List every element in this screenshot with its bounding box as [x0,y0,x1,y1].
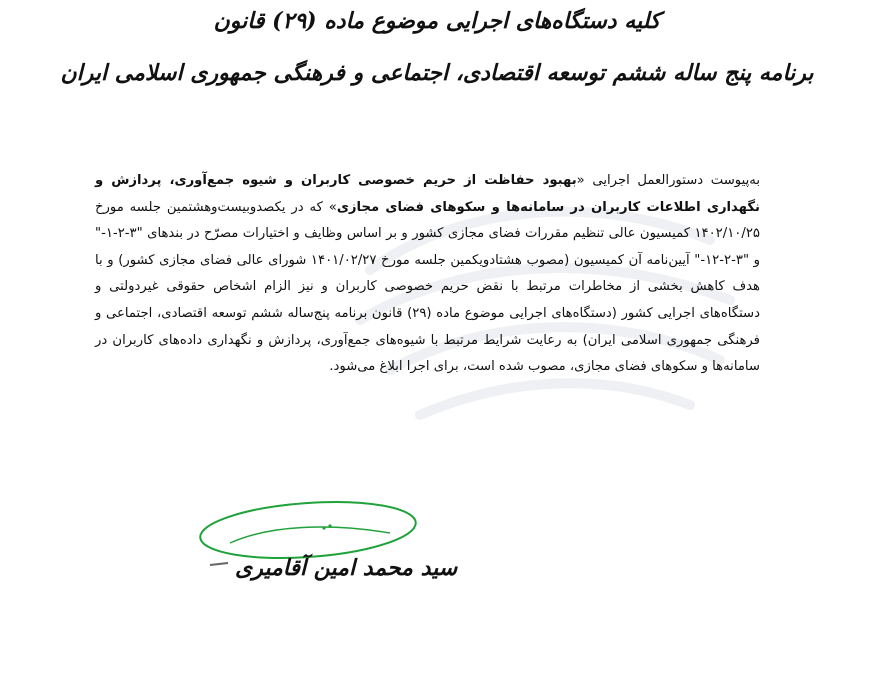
header-recipient: کلیه دستگاه‌های اجرایی موضوع ماده (۲۹) قانون [213,8,661,34]
signatory-name: سید محمد امین آقامیری [235,555,458,581]
body-intro: به‌پیوست دستورالعمل اجرایی « [576,173,760,188]
header-program-title: برنامه پنج ساله ششم توسعه اقتصادی، اجتماعی و فرهنگی جمهوری اسلامی ایران [60,60,814,86]
body-main: » که در یکصدوبیست‌وهشتمین جلسه مورخ ۱۴۰۲/۱۰/۲۵ کمیسیون عالی تنظیم مقررات فضای مجازی کشور و بر اساس وظایف و اختیارات مصرّح در بندهای "۳-۲-۱-" و "۳-۲-۱۲-" آیین‌نامه آن کمیسیون (مصوب هشتادویکمین جلسه مورخ ۱۴۰۱/۰۲/۲۷ شورای عالی فضای مجازی کشور) و با هدف کاهش بخشی از مخاطرات مرتبط با نقض حریم خصوصی کاربران و نیز الزام اشخاص حقوقی غیردولتی و دستگاه‌های اجرایی کشور (دستگاه‌های اجرایی موضوع ماده (۲۹) قانون برنامه پنج‌ساله ششم توسعه اقتصادی، اجتماعی و فرهنگی جمهوری اسلامی ایران) به رعایت شرایط مرتبط با شیوه‌های جمع‌آوری، پردازش و نگهداری داده‌های کاربران در سامانه‌ها و سکوهای فضای مجازی، مصوب شده است، برای اجرا ابلاغ می‌شود. [95,199,760,375]
letter-body [95,168,760,381]
body-directive-title: بهبود حفاظت از حریم خصوصی کاربران و شیوه جمع‌آوری، پردازش و نگهداری اطلاعات کاربران در سامانه‌ها و سکوهای فضای مجازی [95,173,761,215]
